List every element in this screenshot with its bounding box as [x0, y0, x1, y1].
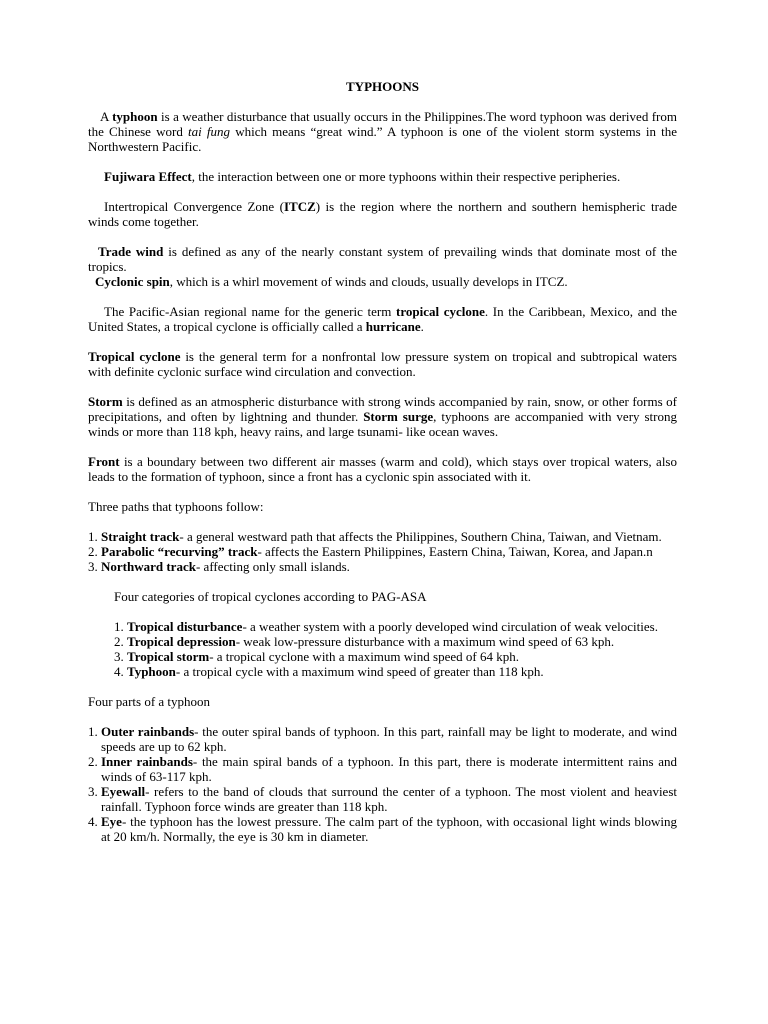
list-item [114, 619, 677, 634]
term: Tropical disturbance [127, 619, 243, 634]
term-fujiwara-effect: Fujiwara Effect [104, 169, 192, 184]
text: , the interaction between one or more typhoons within their respective peripheries. [191, 169, 621, 184]
paragraph-trade-wind [88, 244, 677, 274]
text: is defined as any of the nearly constant system of prevailing winds that dominate most of the tropics. [88, 244, 677, 274]
text: - the outer spiral bands of typhoon. In this part, rainfall may be light to moderate, and wind speeds are up to 62 kph. [101, 724, 677, 754]
list-number: 4. [114, 664, 127, 679]
list-item-text [101, 724, 677, 754]
text: - a tropical cyclone with a maximum wind speed of 64 kph. [209, 649, 519, 664]
list-item-text [127, 634, 677, 649]
list-number: 2. [88, 754, 101, 769]
text: ) is the region where the northern and southern hemispheric trade winds come together. [88, 199, 678, 229]
text: is defined as an atmospheric disturbance with strong winds accompanied by rain, snow, or other forms of precipitations, and often by lightning and thunder. [88, 394, 677, 424]
text: - a general westward path that affects the Philippines, Southern China, Taiwan, and Vietnam. [179, 529, 662, 544]
list-number: 4. [88, 814, 101, 829]
term: Typhoon [127, 664, 176, 679]
term-hurricane: hurricane [365, 319, 421, 334]
term: Tropical storm [127, 649, 210, 664]
term: Straight track [101, 529, 180, 544]
list-item [88, 544, 677, 559]
list-number: 1. [88, 529, 101, 544]
paths-heading: Three paths that typhoons follow: [88, 499, 264, 514]
paragraph-cyclonic-spin [88, 274, 677, 289]
list-item [114, 649, 677, 664]
paragraph-itcz [88, 199, 677, 229]
text: . In the Caribbean, Mexico, and the United States, a tropical cyclone is officially called a [88, 304, 677, 334]
term: Tropical depression [127, 634, 236, 649]
text: , typhoons are accompanied with very strong winds or more than 118 kph, heavy rains, and large tsunami- like ocean waves. [88, 409, 677, 439]
text: - the main spiral bands of a typhoon. In this part, there is moderate intermittent rains and winds of 63-117 kph. [101, 754, 678, 784]
paragraph-storm [88, 394, 677, 439]
term-trade-wind: Trade wind [98, 244, 164, 259]
list-item-text [127, 619, 677, 634]
term: Parabolic “recurving” track [101, 544, 258, 559]
text: - the typhoon has the lowest pressure. The calm part of the typhoon, with occasional light winds blowing at 20 km/h. Normally, the eye is 30 km in diameter. [101, 814, 677, 844]
list-item [114, 664, 677, 679]
term-tai-fung: tai fung [188, 124, 231, 139]
term: Outer rainbands [101, 724, 195, 739]
text: is the general term for a nonfrontal low pressure system on tropical and subtropical waters with definite cyclonic surface wind circulation and convection. [88, 349, 677, 379]
list-item [88, 724, 677, 754]
text: - a weather system with a poorly developed wind circulation of weak velocities. [242, 619, 658, 634]
list-item-text [101, 814, 677, 844]
paragraph-fujiwara [88, 169, 677, 184]
list-number: 3. [88, 559, 101, 574]
text: - refers to the band of clouds that surround the center of a typhoon. The most violent and heaviest rainfall. Typhoon force winds are greater than 118 kph. [101, 784, 677, 814]
paths-list [88, 529, 677, 574]
list-item-text [127, 649, 677, 664]
paragraph-tropical-cyclone [88, 349, 677, 379]
list-item-text [101, 559, 677, 574]
text: . [420, 319, 424, 334]
document-body [88, 79, 677, 844]
text: The Pacific-Asian regional name for the generic term [104, 304, 396, 319]
list-number: 2. [88, 544, 101, 559]
text: which means “great wind.” A typhoon is one of the violent storm systems in the Northwestern Pacific. [88, 124, 677, 154]
term: Northward track [101, 559, 196, 574]
text: A [100, 109, 113, 124]
categories-section [114, 589, 677, 679]
paragraph-front [88, 454, 677, 484]
parts-list [88, 724, 677, 844]
paragraph-intro [88, 109, 677, 154]
list-item-text [101, 784, 677, 814]
term: Eyewall [101, 784, 146, 799]
text: - a tropical cycle with a maximum wind speed of greater than 118 kph. [175, 664, 544, 679]
term-storm-surge: Storm surge [363, 409, 434, 424]
list-item-text [101, 529, 677, 544]
list-item [114, 634, 677, 649]
term-itcz: ITCZ [283, 199, 316, 214]
text: - weak low-pressure disturbance with a maximum wind speed of 63 kph. [235, 634, 615, 649]
term-tropical-cyclone: Tropical cyclone [88, 349, 181, 364]
parts-heading: Four parts of a typhoon [88, 694, 211, 709]
text: - affects the Eastern Philippines, Eastern China, Taiwan, Korea, and Japan.n [257, 544, 653, 559]
list-item [88, 814, 677, 844]
term-storm: Storm [88, 394, 123, 409]
term-tropical-cyclone: tropical cyclone [395, 304, 485, 319]
page-title: TYPHOONS [346, 79, 419, 94]
list-number: 1. [88, 724, 101, 739]
text: is a boundary between two different air masses (warm and cold), which stays over tropical waters, also leads to the formation of typhoon, since a front has a cyclonic spin associated with it. [88, 454, 677, 484]
list-item [88, 529, 677, 544]
text: Intertropical Convergence Zone ( [104, 199, 284, 214]
list-number: 3. [88, 784, 101, 799]
list-item-text [101, 544, 677, 559]
categories-heading: Four categories of tropical cyclones according to PAG-ASA [114, 589, 427, 604]
term: Eye [101, 814, 122, 829]
term-cyclonic-spin: Cyclonic spin [95, 274, 170, 289]
term: Inner rainbands [101, 754, 193, 769]
list-item-text [101, 754, 677, 784]
list-item [88, 559, 677, 574]
list-number: 3. [114, 649, 127, 664]
list-item [88, 754, 677, 784]
term-front: Front [88, 454, 120, 469]
list-number: 1. [114, 619, 127, 634]
list-item-text [127, 664, 677, 679]
paragraph-regional-name [88, 304, 677, 334]
text: , which is a whirl movement of winds and clouds, usually develops in ITCZ. [169, 274, 568, 289]
text: - affecting only small islands. [195, 559, 350, 574]
list-number: 2. [114, 634, 127, 649]
list-item [88, 784, 677, 814]
text: is a weather disturbance that usually occurs in the Philippines.The word typhoon was derived from the Chinese word [88, 109, 677, 139]
term-typhoon: typhoon [112, 109, 158, 124]
